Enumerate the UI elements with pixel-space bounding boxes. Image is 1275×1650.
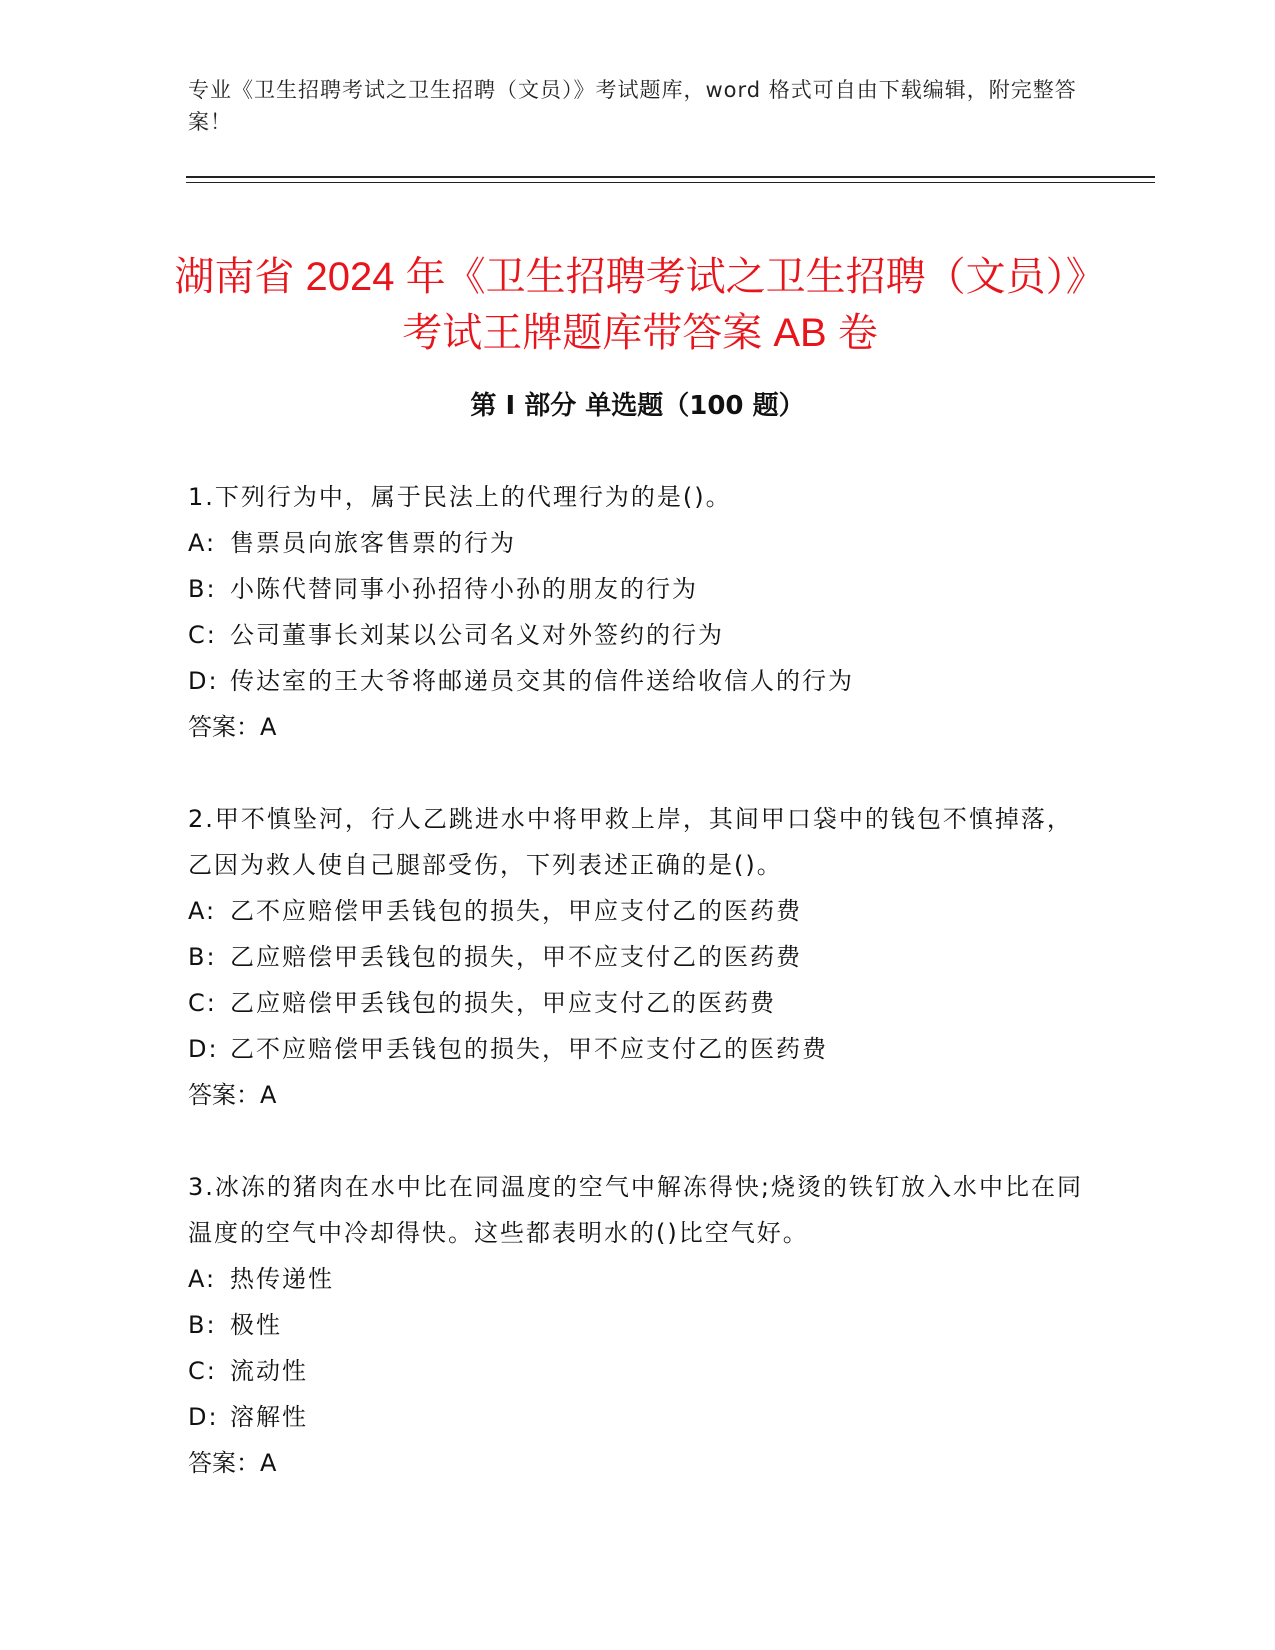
option-text: 乙不应赔偿甲丢钱包的损失，甲不应支付乙的医药费	[230, 1035, 828, 1063]
option-c	[188, 1348, 1088, 1394]
option-text: 极性	[230, 1311, 282, 1339]
option-letter: A:	[188, 1265, 217, 1293]
option-letter: D:	[188, 1403, 219, 1431]
option-text: 传达室的王大爷将邮递员交其的信件送给收信人的行为	[230, 667, 854, 695]
option-text: 流动性	[230, 1357, 308, 1385]
option-text: 热传递性	[230, 1265, 334, 1293]
option-letter: D:	[188, 1035, 219, 1063]
header-rule-thin	[186, 182, 1155, 183]
question-stem: 3.冰冻的猪肉在水中比在同温度的空气中解冻得快;烧烫的铁钉放入水中比在同温度的空气中冷却得快。这些都表明水的()比空气好。	[188, 1173, 1083, 1247]
option-d	[188, 658, 1088, 704]
question-3	[188, 1164, 1088, 1486]
option-a	[188, 1256, 1088, 1302]
document-title: 湖南省 2024 年《卫生招聘考试之卫生招聘（文员）》考试王牌题库带答案 AB 卷	[174, 254, 1106, 355]
section-heading: 第 I 部分 单选题（100 题）	[470, 391, 805, 421]
option-text: 公司董事长刘某以公司名义对外签约的行为	[230, 621, 724, 649]
option-text: 乙应赔偿甲丢钱包的损失，甲应支付乙的医药费	[230, 989, 776, 1017]
option-c	[188, 980, 1088, 1026]
header-note: 专业《卫生招聘考试之卫生招聘（文员）》考试题库，word 格式可自由下载编辑，附完整答案！	[188, 78, 1077, 134]
option-a	[188, 888, 1088, 934]
option-text: 乙应赔偿甲丢钱包的损失，甲不应支付乙的医药费	[230, 943, 802, 971]
question-list	[188, 474, 1088, 1532]
option-letter: B:	[188, 1311, 217, 1339]
option-letter: D:	[188, 667, 219, 695]
answer-line: 答案：A	[188, 1449, 277, 1477]
answer-line: 答案：A	[188, 713, 277, 741]
question-stem: 1.下列行为中，属于民法上的代理行为的是()。	[188, 483, 732, 511]
option-letter: A:	[188, 529, 217, 557]
option-b	[188, 1302, 1088, 1348]
option-letter: B:	[188, 575, 217, 603]
option-letter: A:	[188, 897, 217, 925]
question-stem: 2.甲不慎坠河，行人乙跳进水中将甲救上岸，其间甲口袋中的钱包不慎掉落，乙因为救人使自己腿部受伤，下列表述正确的是()。	[188, 805, 1073, 879]
answer-line: 答案：A	[188, 1081, 277, 1109]
option-text: 小陈代替同事小孙招待小孙的朋友的行为	[230, 575, 698, 603]
option-a	[188, 520, 1088, 566]
question-2	[188, 796, 1088, 1118]
option-letter: C:	[188, 621, 217, 649]
option-letter: B:	[188, 943, 217, 971]
header-rule-thick	[186, 176, 1155, 178]
option-b	[188, 566, 1088, 612]
option-d	[188, 1026, 1088, 1072]
option-letter: C:	[188, 1357, 217, 1385]
option-text: 乙不应赔偿甲丢钱包的损失，甲应支付乙的医药费	[230, 897, 802, 925]
option-c	[188, 612, 1088, 658]
option-letter: C:	[188, 989, 217, 1017]
question-1	[188, 474, 1088, 750]
option-b	[188, 934, 1088, 980]
option-text: 售票员向旅客售票的行为	[230, 529, 516, 557]
option-d	[188, 1394, 1088, 1440]
option-text: 溶解性	[230, 1403, 308, 1431]
